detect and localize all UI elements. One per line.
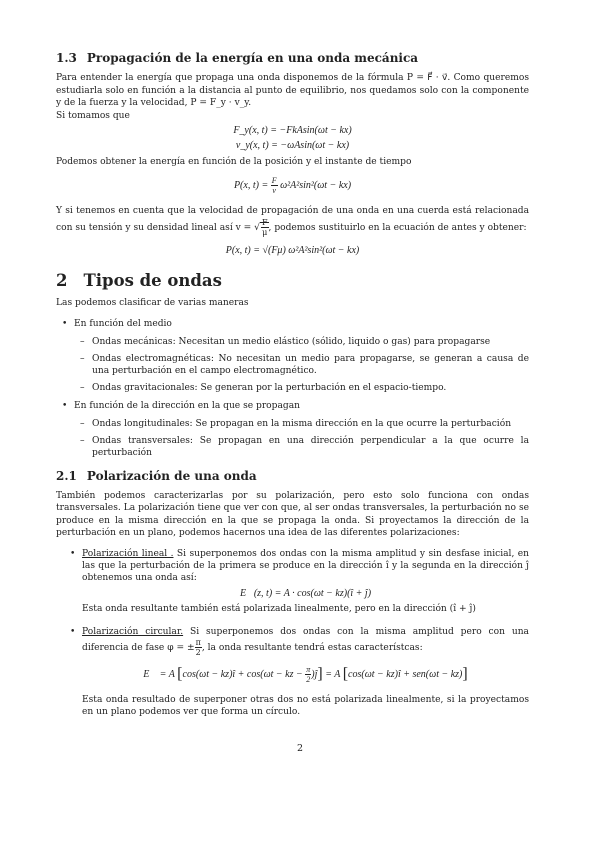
sqrt-f-over-mu: √ $\frac{F}{\mu}$ [254,217,268,237]
page-number: 2 [296,743,304,754]
equation-velocity: v_y(x, t) = −ωAsin(ωt − kx) [235,140,350,152]
paragraph-tension: Y si tenemos en cuenta que la velocidad de propagación de una onda en una cuerda está relacionada con su tensión y su densidad lineal así v = √ $\frac{F}{\mu}$ , podemos sustituirlo en la ecuación de antes y obtener: [56,206,529,237]
list-item-medio: • En función del medio – Ondas mecánicas: Necesitan un medio elástico (sólido, liquido o gas) para propagarse – Ondas electromagnéticas: No necesitan un medio para propagarse, se generan a causa de una perturbación en el campo electromagnético. – Ondas gravitacionales: Se generan por la perturbación en el espacio-tiempo. [74,318,529,394]
list-item-circular: • Polarización circular. Si superponemos dos ondas con la misma amplitud pero con una diferencia de fase φ = ± $\frac{\pi}{2}$ , la onda resultante tendrá estas característcas: E⃗ = A [cos(ωt − kz)î + cos(ωt − kz − $\frac{\pi}{2}$ )ĵ] = A [cos(ωt − kz)î + sen(ωt − kz)] Esta onda resultado de superponer otras dos no está polarizada linealmente, si la proyectamos en un plano podemos ver que forma un círculo. [82,626,529,719]
list-item: – Ondas electromagnéticas: No necesitan un medio para propagarse, se generan a causa de una perturbación en el campo electromagnético. [92,353,529,378]
list-item: – Ondas longitudinales: Se propagan en la misma dirección en la que ocurre la perturbación [92,418,529,430]
list-item: – Ondas mecánicas: Necesitan un medio elástico (sólido, liquido o gas) para propagarse [92,336,529,348]
list-item-linear: • Polarización lineal . Si superponemos dos ondas con la misma amplitud y sin desfase inicial, en las que la perturbación de la primera se produce en la dirección î y la segunda en la dirección ĵ obtenemos una onda así: E⃗(z, t) = A · cos(ωt − kz)(î + ĵ) Esta onda resultante también está polarizada linealmente, pero en la dirección (î + ĵ) [82,548,529,616]
section-heading-1-3: 1.3 Propagación de la energía en una onda mecánica [56,51,419,65]
classification-list [56,318,529,460]
equation-power-final: P(x, t) = √(Fμ) ω²A²sin²(ωt − kx) [225,244,360,256]
paragraph-clasificar: Las podemos clasificar de varias maneras [56,298,249,309]
paragraph-energy: Podemos obtener la energía en función de la posición y el instante de tiempo [56,156,412,167]
list-item-direccion: • En función de la dirección en la que se propagan – Ondas longitudinales: Se propagan en la misma dirección en la que ocurre la perturbación – Ondas transversales: Se propagan en una dirección perpendicular a la que ocurre la perturbación [74,400,529,460]
paragraph-power-formula: Para entender la energía que propaga una onda disponemos de la fórmula P = F⃗ · v⃗. Como queremos estudiarla solo en función a la distancia al punto de equilibrio, nos quedamos solo con la componente y de la fuerza y la velocidad, P = F_y · v_y. [56,73,529,109]
equation-linear: E⃗(z, t) = A · cos(ωt − kz)(î + ĵ) [239,587,372,599]
fraction-f-over-v: $\frac{F}{v}$ [271,176,277,196]
section-heading-2-1: 2.1 Polarización de una onda [56,468,257,483]
equation-power: P(x, t) = $\frac{F}{v}$ ω²A²sin²(ωt − kx) [233,176,352,196]
section-heading-2: 2 Tipos de ondas [56,271,222,291]
list-item: – Ondas transversales: Se propagan en una dirección perpendicular a la que ocurre la perturbación [92,435,529,460]
paragraph-polarizacion: También podemos caracterizarlas por su polarización, pero esto solo funciona con ondas transversales. La polarización tiene que ver con que, al ser ondas transversales, la perturbación no se produce en la misma dirección en la que se propaga la onda. Si proyectamos la dirección de la perturbación en un plano, podemos hacernos una idea de las diferentes polarizaciones: [56,490,529,539]
equation-circular: E⃗ = A [cos(ωt − kz)î + cos(ωt − kz − $\frac{\pi}{2}$ )ĵ] = A [cos(ωt − kz)î + sen(ωt − kz)] [143,665,468,684]
page-content [56,52,529,729]
equation-force: F_y(x, t) = −FkAsin(ωt − kx) [233,125,352,137]
list-item: – Ondas gravitacionales: Se generan por la perturbación en el espacio-tiempo. [92,382,529,394]
paragraph-si-tomamos: Si tomamos que [56,110,130,121]
polarization-list [56,548,529,719]
